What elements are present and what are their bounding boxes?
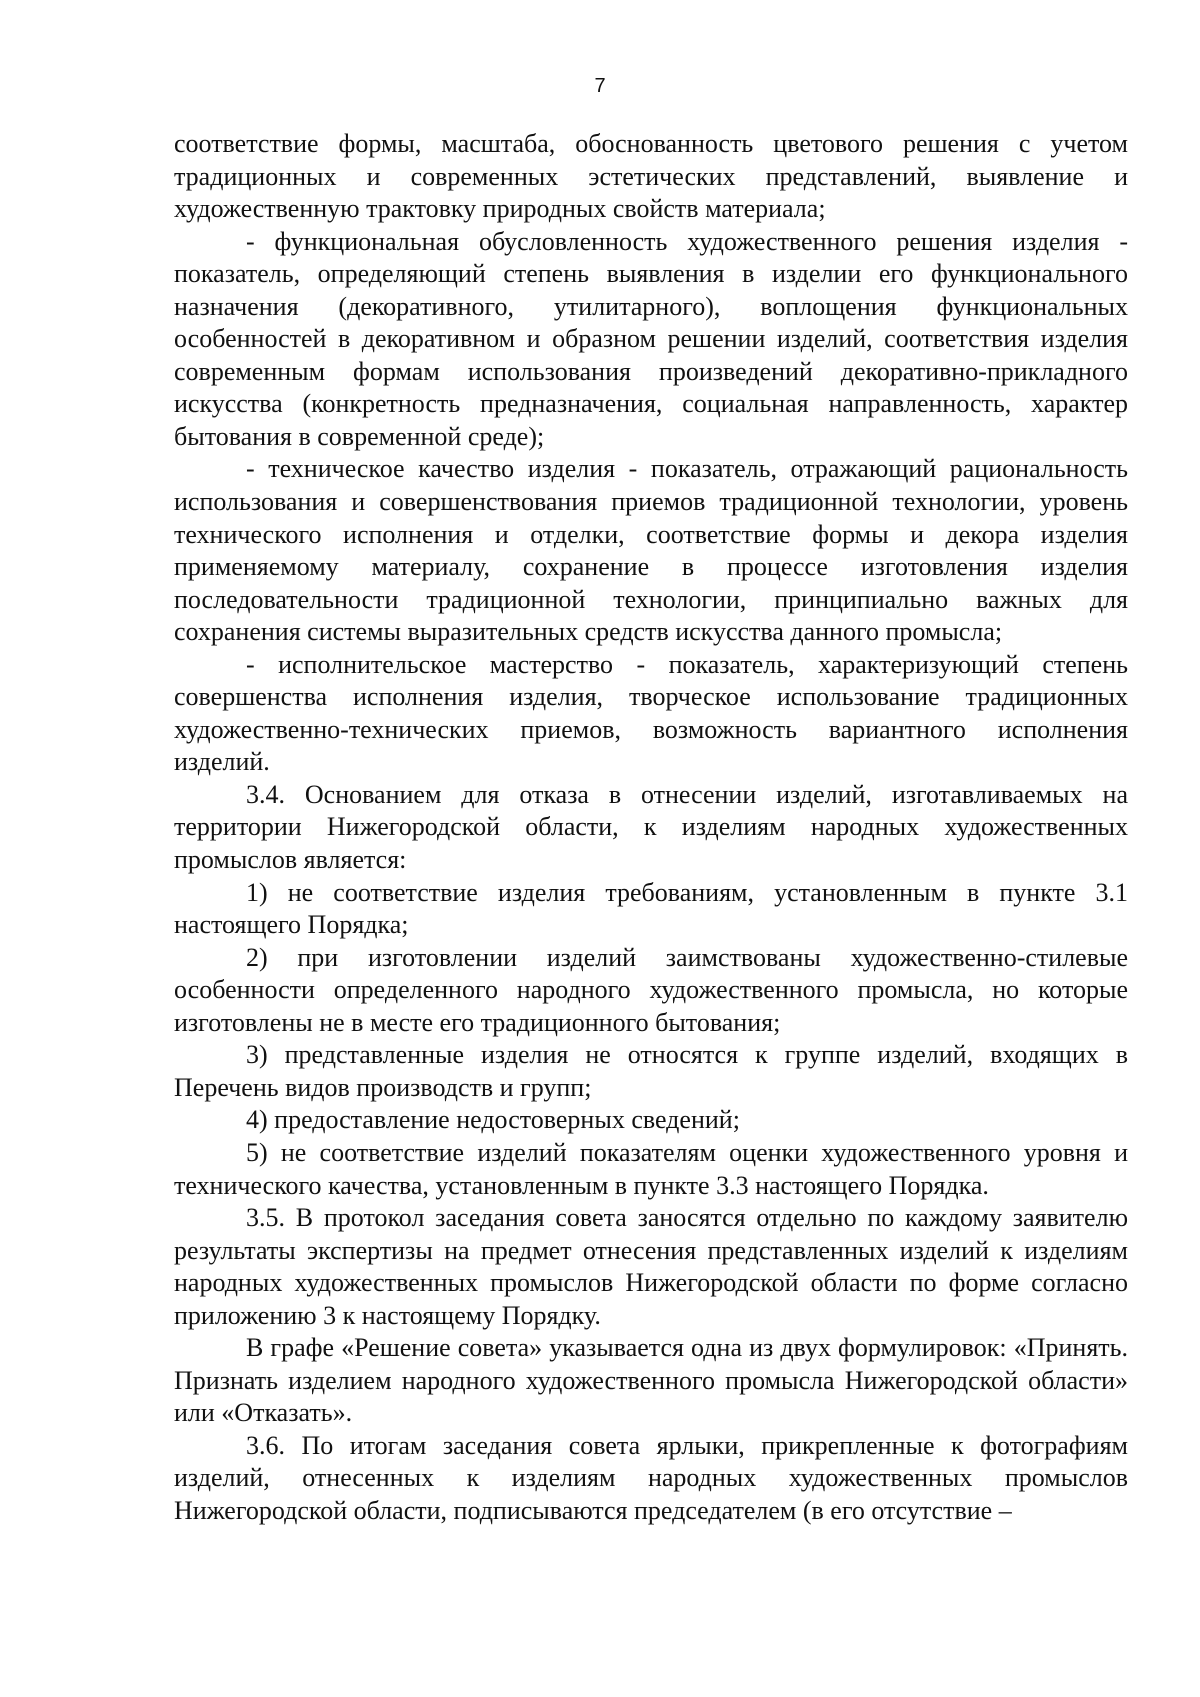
paragraph-3-4-item-5: 5) не соответствие изделий показателям оценки художественного уровня и технического качества, установленным в пункте 3.3 настоящего Порядка. [174, 1137, 1128, 1200]
paragraph-3-5: 3.5. В протокол заседания совета заносятся отдельно по каждому заявителю результаты экспертизы на предмет отнесения представленных изделий к изделиям народных художественных промыслов Нижегородской области по форме согласно приложению 3 к настоящему Порядку. [174, 1203, 1128, 1330]
paragraph-3-4-item-2: 2) при изготовлении изделий заимствованы художественно-стилевые особенности определенного народного художественного промысла, но которые изготовлены не в месте его традиционного бытования; [174, 942, 1128, 1037]
paragraph-3-4-item-4: 4) предоставление недостоверных сведений; [246, 1105, 740, 1135]
paragraph-3-4: 3.4. Основанием для отказа в отнесении изделий, изготавливаемых на территории Нижегородской области, к изделиям народных художественных промыслов является: [174, 779, 1128, 875]
paragraph-3-4-item-1: 1) не соответствие изделия требованиям, установленным в пункте 3.1 настоящего Порядка; [174, 877, 1128, 940]
paragraph-functional-conditionality: - функциональная обусловленность художественного решения изделия - показатель, определяющий степень выявления в изделии его функционального назначения (декоративного, утилитарного), воплощения функциональных особенностей в декоративном и образном решении изделий, соответствия изделия современным формам использования произведений декоративно-прикладного искусства (конкретность предназначения, социальная направленность, характер бытования в современной среде); [174, 226, 1128, 451]
paragraph-technical-quality: - техническое качество изделия - показатель, отражающий рациональность использования и совершенствования приемов традиционной технологии, уровень технического исполнения и отделки, соответствие формы и декора изделия применяемому материалу, сохранение в процессе изготовления изделия последовательности традиционной технологии, принципиально важных для сохранения системы выразительных средств искусства данного промысла; [174, 454, 1128, 647]
page-number: 7 [594, 75, 606, 97]
paragraph-continuation: соответствие формы, масштаба, обоснованность цветового решения с учетом традиционных и современных эстетических представлений, выявление и художественную трактовку природных свойств материала; [174, 129, 1128, 224]
paragraph-craftsmanship: - исполнительское мастерство - показатель, характеризующий степень совершенства исполнения изделия, творческое использование традиционных художественно-технических приемов, возможность вариантного исполнения изделий. [174, 649, 1128, 777]
paragraph-3-6: 3.6. По итогам заседания совета ярлыки, прикрепленные к фотографиям изделий, отнесенных к изделиям народных художественных промыслов Нижегородской области, подписываются председателем (в его отсутствие – [174, 1430, 1128, 1525]
paragraph-council-decision: В графе «Решение совета» указывается одна из двух формулировок: «Принять. Признать изделием народного художественного промысла Нижегородской области» или «Отказать». [174, 1333, 1128, 1428]
document-body [174, 128, 1128, 1528]
paragraph-3-4-item-3: 3) представленные изделия не относятся к группе изделий, входящих в Перечень видов производств и групп; [174, 1040, 1128, 1102]
